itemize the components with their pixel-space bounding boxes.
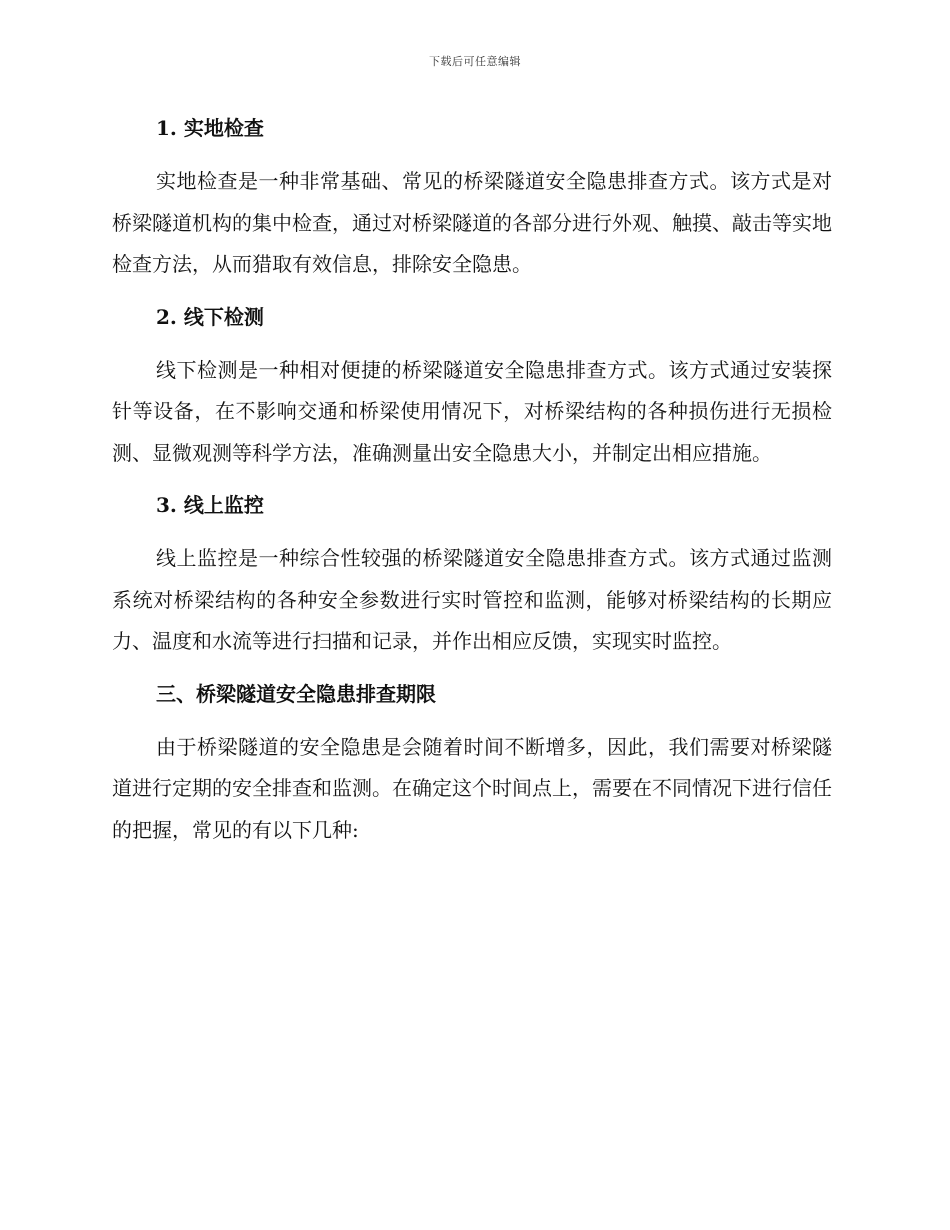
section-paragraph-2: 线下检测是一种相对便捷的桥梁隧道安全隐患排查方式。该方式通过安装探针等设备，在不影响交通和桥梁使用情况下，对桥梁结构的各种损伤进行无损检测、显微观测等科学方法，准确测量出安全隐患大小，并制定出相应措施。	[112, 357, 832, 465]
section-heading-2: 2. 线下检测	[156, 304, 264, 329]
document-body	[112, 109, 832, 851]
section-heading-3: 3. 线上监控	[156, 493, 264, 517]
header-note: 下载后可任意编辑	[429, 55, 521, 68]
section-paragraph-1: 实地检查是一种非常基础、常见的桥梁隧道安全隐患排查方式。该方式是对桥梁隧道机构的集中检查，通过对桥梁隧道的各部分进行外观、触摸、敲击等实地检查方法，从而猎取有效信息，排除安全隐患。	[112, 169, 832, 276]
section-paragraph-4: 由于桥梁隧道的安全隐患是会随着时间不断增多，因此，我们需要对桥梁隧道进行定期的安全排查和监测。在确定这个时间点上，需要在不同情况下进行信任的把握，常见的有以下几种:	[112, 734, 832, 842]
section-paragraph-3: 线上监控是一种综合性较强的桥梁隧道安全隐患排查方式。该方式通过监测系统对桥梁结构的各种安全参数进行实时管控和监测，能够对桥梁结构的长期应力、温度和水流等进行扫描和记录，并作出相应反馈，实现实时监控。	[112, 546, 832, 653]
section-heading-4: 三、桥梁隧道安全隐患排查期限	[156, 681, 436, 706]
section-heading-1: 1. 实地检查	[156, 116, 264, 140]
